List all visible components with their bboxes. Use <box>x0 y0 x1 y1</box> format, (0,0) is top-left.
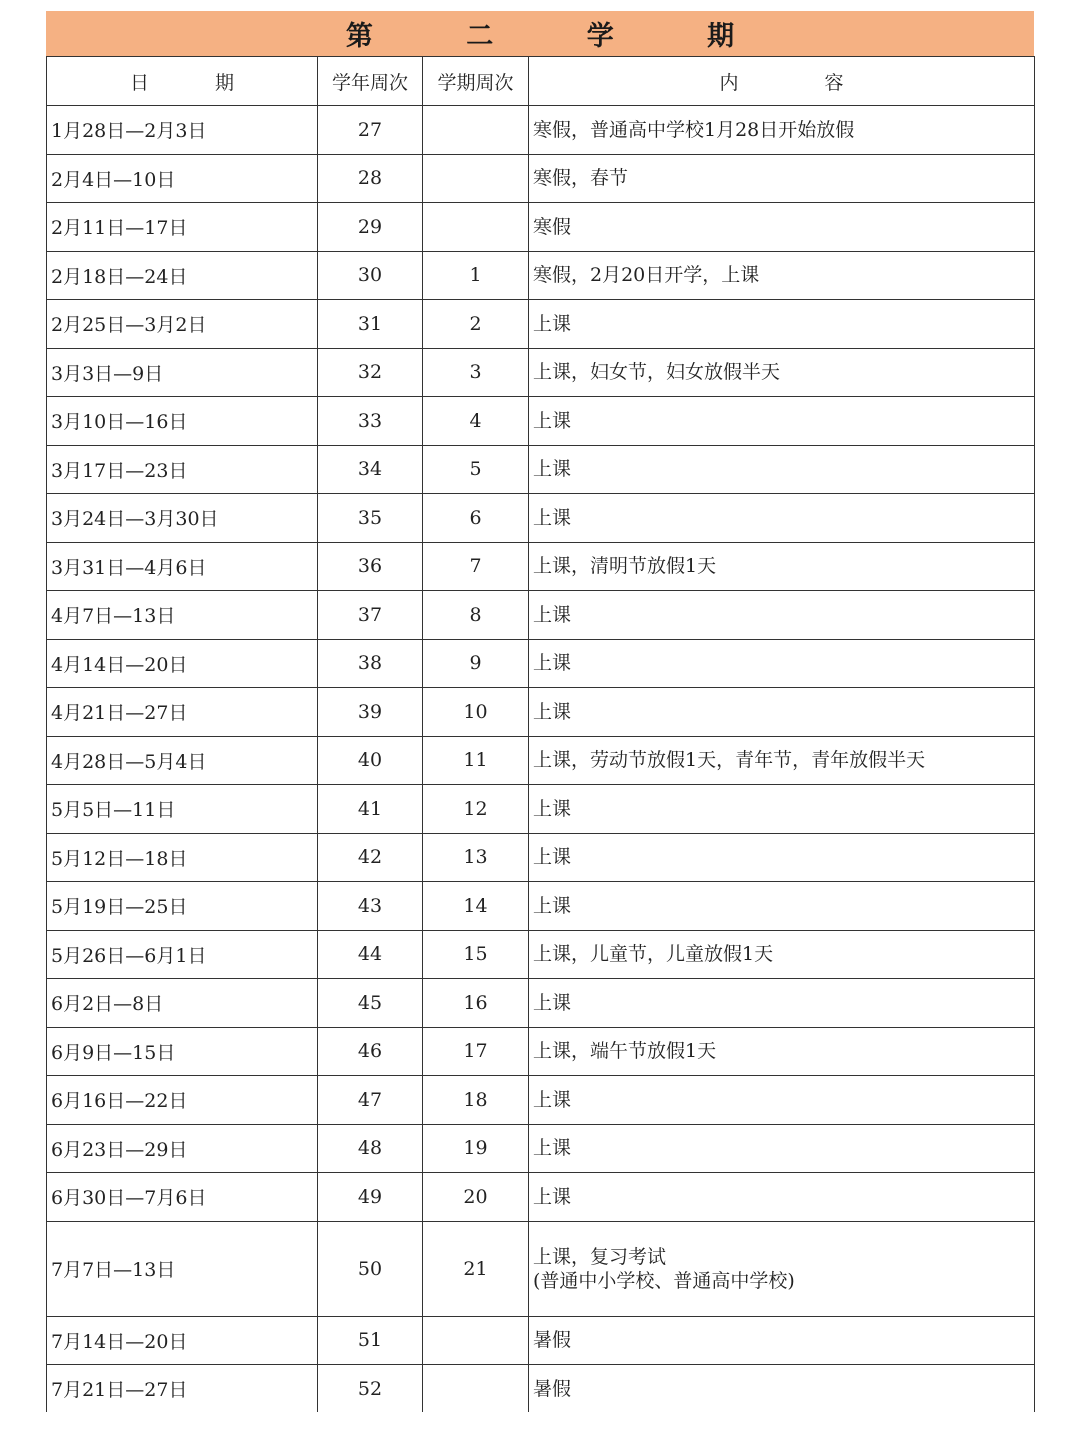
cell-year-week: 38 <box>318 639 423 688</box>
cell-date: 7月14日—20日 <box>47 1316 318 1365</box>
cell-year-week: 46 <box>318 1027 423 1076</box>
cell-year-week: 33 <box>318 397 423 446</box>
cell-date: 5月12日—18日 <box>47 833 318 882</box>
cell-year-week: 31 <box>318 300 423 349</box>
cell-content: 上课 <box>529 1076 1035 1125</box>
cell-content: 寒假，春节 <box>529 154 1035 203</box>
cell-year-week: 36 <box>318 542 423 591</box>
content-line-2: (普通中小学校、普通高中学校) <box>533 1269 795 1292</box>
cell-content: 寒假 <box>529 203 1035 252</box>
cell-content: 上课，儿童节，儿童放假1天 <box>529 930 1035 979</box>
cell-year-week: 45 <box>318 979 423 1028</box>
cell-term-week <box>423 106 529 155</box>
table-row <box>47 348 1035 397</box>
cell-content: 上课 <box>529 639 1035 688</box>
cell-term-week: 10 <box>423 688 529 737</box>
cell-date: 6月9日—15日 <box>47 1027 318 1076</box>
cell-date: 3月17日—23日 <box>47 445 318 494</box>
table-row <box>47 300 1035 349</box>
table-row <box>47 251 1035 300</box>
cell-term-week: 13 <box>423 833 529 882</box>
table-row <box>47 154 1035 203</box>
cell-term-week: 3 <box>423 348 529 397</box>
cell-date: 4月28日—5月4日 <box>47 736 318 785</box>
cell-content <box>529 1221 1035 1316</box>
cell-date: 6月16日—22日 <box>47 1076 318 1125</box>
cell-term-week: 4 <box>423 397 529 446</box>
cell-content: 上课 <box>529 882 1035 931</box>
cell-term-week: 1 <box>423 251 529 300</box>
cell-term-week: 2 <box>423 300 529 349</box>
cell-year-week: 41 <box>318 785 423 834</box>
table-row <box>47 1316 1035 1365</box>
cell-year-week: 43 <box>318 882 423 931</box>
table-row <box>47 542 1035 591</box>
calendar-sheet <box>46 11 1034 1412</box>
cell-content: 上课 <box>529 445 1035 494</box>
cell-date: 5月26日—6月1日 <box>47 930 318 979</box>
cell-content: 寒假，2月20日开学，上课 <box>529 251 1035 300</box>
cell-year-week: 28 <box>318 154 423 203</box>
cell-year-week: 52 <box>318 1365 423 1413</box>
header-term-week: 学期周次 <box>423 57 529 106</box>
cell-year-week: 47 <box>318 1076 423 1125</box>
schedule-table <box>46 56 1035 1412</box>
cell-term-week: 6 <box>423 494 529 543</box>
cell-year-week: 48 <box>318 1124 423 1173</box>
cell-content: 上课，清明节放假1天 <box>529 542 1035 591</box>
header-content: 内 容 <box>529 57 1035 106</box>
table-row <box>47 688 1035 737</box>
cell-content: 暑假 <box>529 1316 1035 1365</box>
cell-term-week <box>423 203 529 252</box>
cell-content: 上课 <box>529 833 1035 882</box>
cell-year-week: 30 <box>318 251 423 300</box>
cell-year-week: 29 <box>318 203 423 252</box>
cell-year-week: 50 <box>318 1221 423 1316</box>
cell-term-week: 9 <box>423 639 529 688</box>
cell-content: 上课 <box>529 785 1035 834</box>
cell-date: 3月3日—9日 <box>47 348 318 397</box>
table-row <box>47 1076 1035 1125</box>
table-row <box>47 397 1035 446</box>
cell-year-week: 39 <box>318 688 423 737</box>
cell-content: 上课 <box>529 688 1035 737</box>
table-row <box>47 639 1035 688</box>
cell-date: 2月25日—3月2日 <box>47 300 318 349</box>
cell-date: 7月7日—13日 <box>47 1221 318 1316</box>
cell-date: 1月28日—2月3日 <box>47 106 318 155</box>
header-row <box>47 57 1035 106</box>
cell-term-week: 21 <box>423 1221 529 1316</box>
cell-year-week: 27 <box>318 106 423 155</box>
cell-content: 上课，端午节放假1天 <box>529 1027 1035 1076</box>
cell-date: 7月21日—27日 <box>47 1365 318 1413</box>
cell-date: 2月18日—24日 <box>47 251 318 300</box>
table-row <box>47 736 1035 785</box>
cell-date: 6月2日—8日 <box>47 979 318 1028</box>
cell-year-week: 51 <box>318 1316 423 1365</box>
table-row <box>47 203 1035 252</box>
semester-title: 第 二 学 期 <box>46 11 1034 56</box>
cell-content: 上课 <box>529 494 1035 543</box>
cell-year-week: 34 <box>318 445 423 494</box>
cell-term-week <box>423 154 529 203</box>
header-date: 日 期 <box>47 57 318 106</box>
cell-term-week: 20 <box>423 1173 529 1222</box>
table-row <box>47 1027 1035 1076</box>
cell-date: 2月4日—10日 <box>47 154 318 203</box>
cell-year-week: 32 <box>318 348 423 397</box>
content-line-1: 上课，复习考试 <box>533 1245 667 1268</box>
cell-content: 上课 <box>529 397 1035 446</box>
cell-date: 2月11日—17日 <box>47 203 318 252</box>
cell-date: 3月24日—3月30日 <box>47 494 318 543</box>
table-row <box>47 591 1035 640</box>
cell-term-week: 12 <box>423 785 529 834</box>
cell-date: 4月21日—27日 <box>47 688 318 737</box>
cell-content: 上课 <box>529 1124 1035 1173</box>
cell-term-week: 14 <box>423 882 529 931</box>
header-year-week: 学年周次 <box>318 57 423 106</box>
cell-term-week: 7 <box>423 542 529 591</box>
cell-term-week: 16 <box>423 979 529 1028</box>
cell-term-week: 18 <box>423 1076 529 1125</box>
cell-content: 上课，妇女节，妇女放假半天 <box>529 348 1035 397</box>
cell-year-week: 40 <box>318 736 423 785</box>
cell-date: 5月19日—25日 <box>47 882 318 931</box>
cell-content: 暑假 <box>529 1365 1035 1413</box>
cell-content: 上课 <box>529 591 1035 640</box>
table-row <box>47 1365 1035 1413</box>
table-row <box>47 106 1035 155</box>
cell-content: 上课 <box>529 979 1035 1028</box>
cell-date: 5月5日—11日 <box>47 785 318 834</box>
cell-date: 4月14日—20日 <box>47 639 318 688</box>
table-row <box>47 930 1035 979</box>
cell-term-week <box>423 1365 529 1413</box>
cell-term-week: 15 <box>423 930 529 979</box>
cell-year-week: 37 <box>318 591 423 640</box>
cell-term-week: 17 <box>423 1027 529 1076</box>
table-row <box>47 1124 1035 1173</box>
cell-year-week: 49 <box>318 1173 423 1222</box>
cell-term-week: 19 <box>423 1124 529 1173</box>
table-row <box>47 833 1035 882</box>
cell-content: 寒假，普通高中学校1月28日开始放假 <box>529 106 1035 155</box>
cell-date: 6月23日—29日 <box>47 1124 318 1173</box>
cell-year-week: 35 <box>318 494 423 543</box>
cell-date: 4月7日—13日 <box>47 591 318 640</box>
table-row <box>47 494 1035 543</box>
table-row-exam <box>47 1221 1035 1316</box>
cell-date: 3月31日—4月6日 <box>47 542 318 591</box>
cell-term-week <box>423 1316 529 1365</box>
cell-year-week: 44 <box>318 930 423 979</box>
cell-content: 上课 <box>529 1173 1035 1222</box>
cell-term-week: 11 <box>423 736 529 785</box>
table-row <box>47 1173 1035 1222</box>
cell-term-week: 8 <box>423 591 529 640</box>
table-row <box>47 979 1035 1028</box>
table-row <box>47 445 1035 494</box>
cell-content: 上课 <box>529 300 1035 349</box>
cell-year-week: 42 <box>318 833 423 882</box>
table-row <box>47 882 1035 931</box>
cell-term-week: 5 <box>423 445 529 494</box>
cell-content: 上课，劳动节放假1天，青年节，青年放假半天 <box>529 736 1035 785</box>
cell-date: 3月10日—16日 <box>47 397 318 446</box>
cell-date: 6月30日—7月6日 <box>47 1173 318 1222</box>
table-row <box>47 785 1035 834</box>
